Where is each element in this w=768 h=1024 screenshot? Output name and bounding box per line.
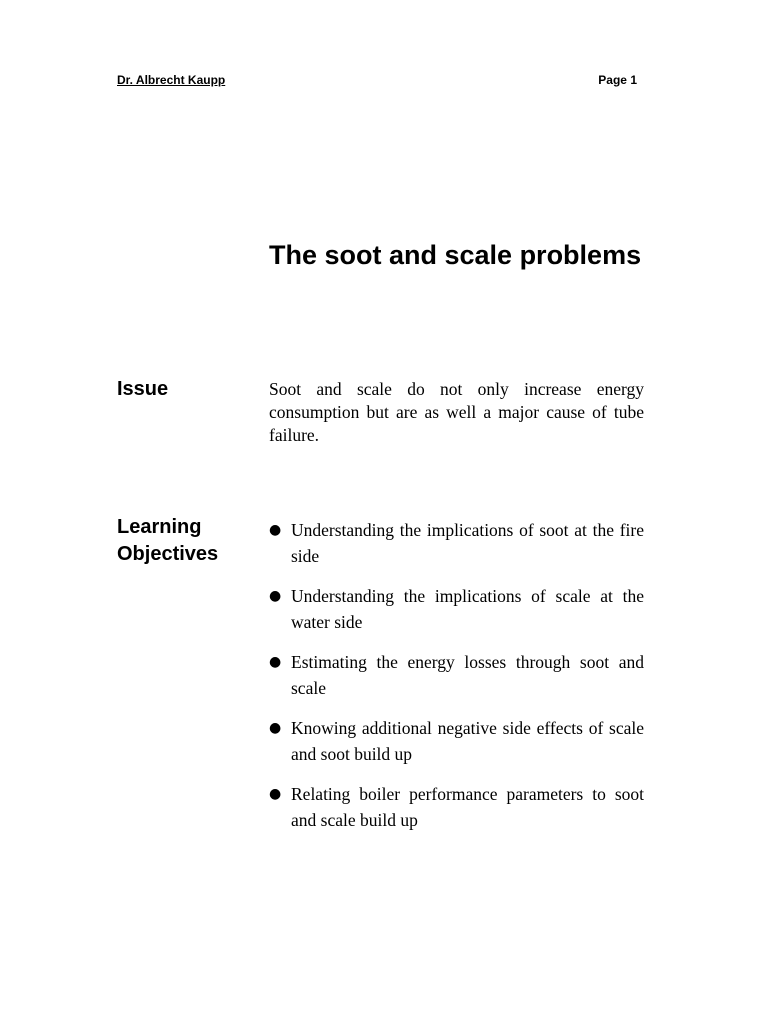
objective-text: Estimating the energy losses through soot and scale xyxy=(291,652,644,698)
issue-label: Issue xyxy=(117,378,169,400)
objectives-label: Learning Objectives xyxy=(117,516,219,565)
document-title: The soot and scale problems xyxy=(269,240,642,270)
objective-text: Understanding the implications of soot at the fire side xyxy=(291,520,644,566)
bullet-dot-icon: ● xyxy=(269,786,282,802)
bullet-dot-icon: ● xyxy=(269,522,282,538)
page-header xyxy=(117,73,637,93)
header-page-number: Page 1 xyxy=(598,73,637,87)
objective-text: Relating boiler performance parameters to soot and scale build up xyxy=(291,784,644,830)
bullet-dot-icon: ● xyxy=(269,588,282,604)
bullet-dot-icon: ● xyxy=(269,720,282,736)
objective-item xyxy=(269,781,644,833)
objective-text: Knowing additional negative side effects of scale and soot build up xyxy=(291,718,644,764)
objective-item xyxy=(269,517,644,569)
objective-item xyxy=(269,715,644,767)
bullet-dot-icon: ● xyxy=(269,654,282,670)
objective-item xyxy=(269,649,644,701)
objectives-list xyxy=(269,517,644,847)
header-author: Dr. Albrecht Kaupp xyxy=(117,73,226,87)
issue-text: Soot and scale do not only increase energy consumption but are as well a major cause of tube failure. xyxy=(269,379,644,445)
objective-text: Understanding the implications of scale at the water side xyxy=(291,586,644,632)
objective-item xyxy=(269,583,644,635)
